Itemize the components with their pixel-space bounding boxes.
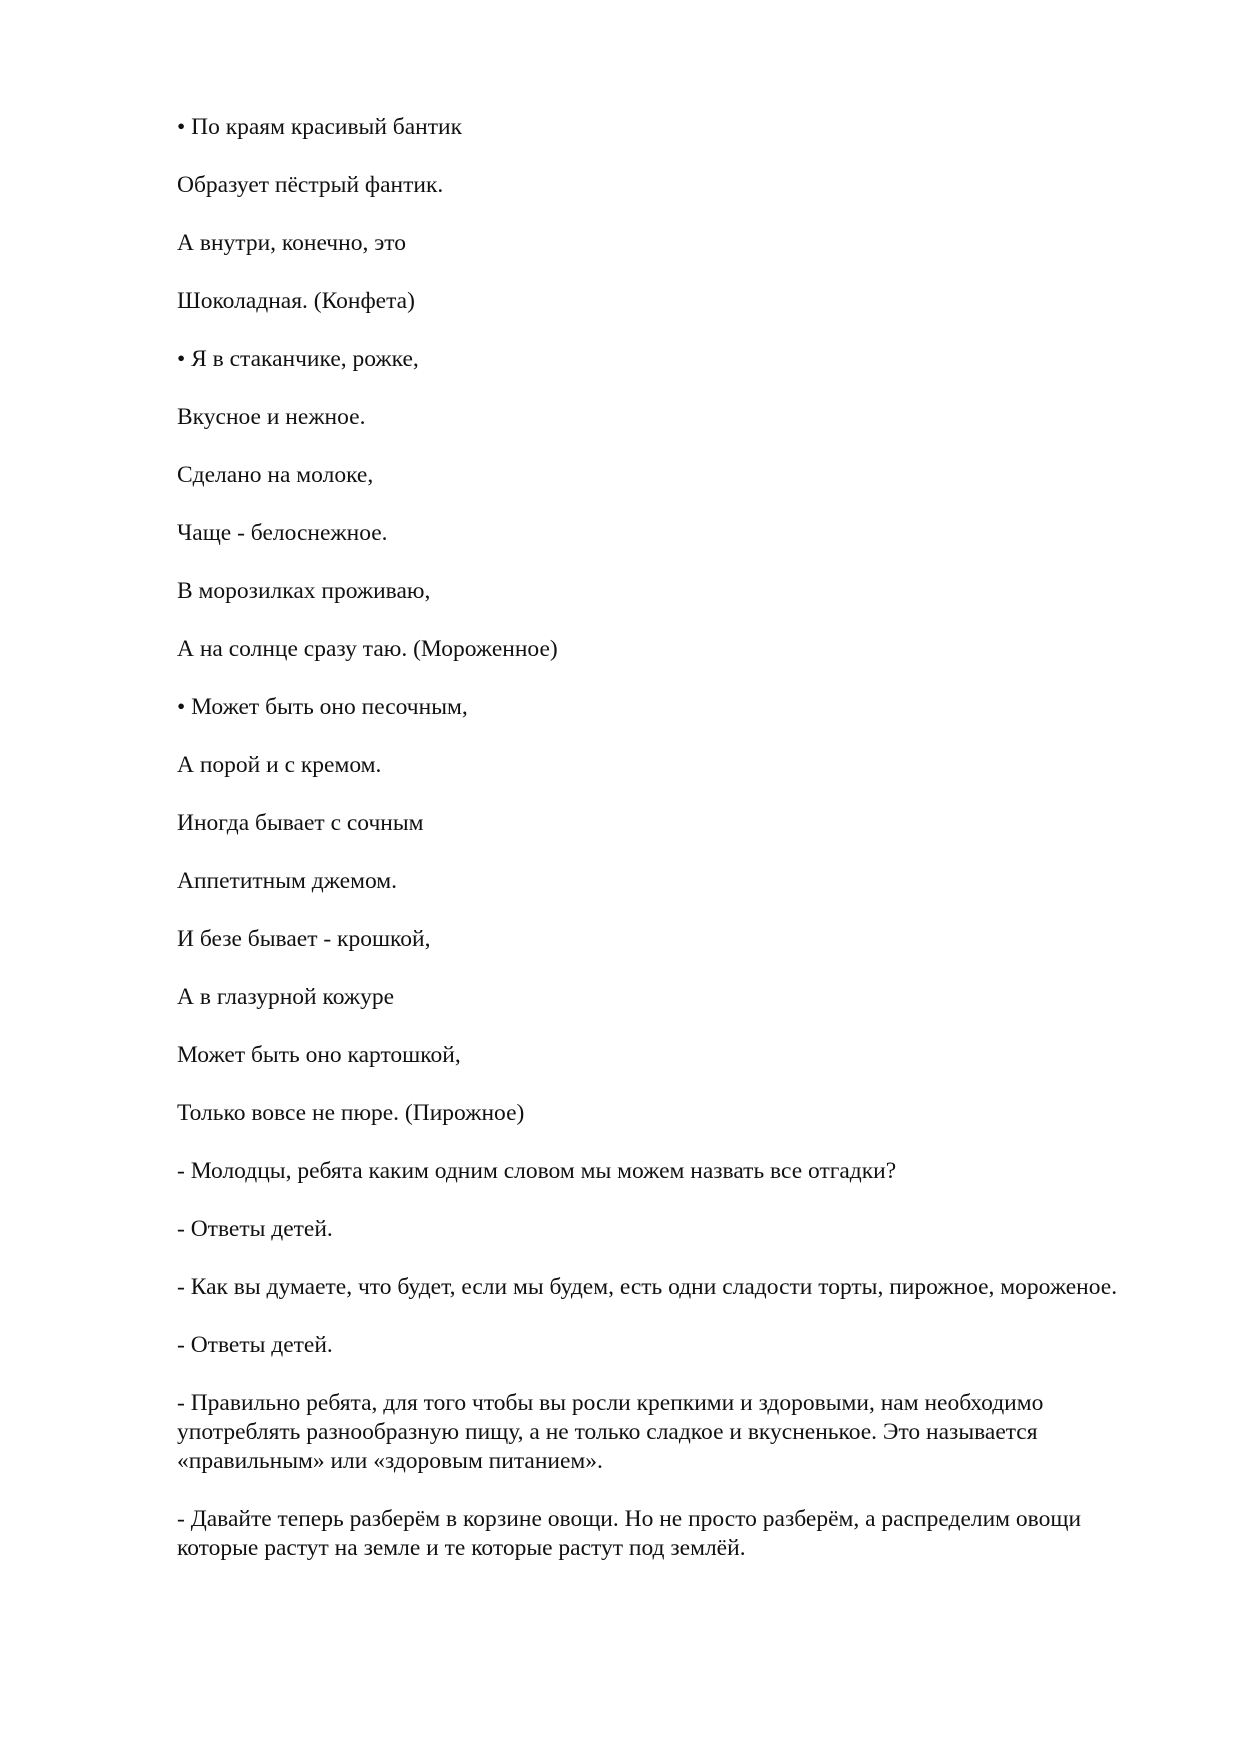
riddle-icecream-line-6: А на солнце сразу таю. (Мороженное) — [177, 636, 558, 662]
riddle-candy-line-2: Образует пёстрый фантик. — [177, 172, 444, 198]
riddle-cake-line-1: • Может быть оно песочным, — [177, 694, 468, 720]
riddle-icecream-line-3: Сделано на молоке, — [177, 462, 374, 488]
riddle-icecream-line-2: Вкусное и нежное. — [177, 404, 366, 430]
riddle-cake-line-8: Только вовсе не пюре. (Пирожное) — [177, 1100, 525, 1126]
dialogue-task: - Давайте теперь разберём в корзине овощи. Но не просто разберём, а распределим овощи которые растут на земле и те которые растут под землёй. — [177, 1506, 1082, 1561]
riddle-cake-line-4: Аппетитным джемом. — [177, 868, 398, 894]
riddle-cake-line-5: И безе бывает - крошкой, — [177, 926, 431, 952]
dialogue-explanation: - Правильно ребята, для того чтобы вы росли крепкими и здоровыми, нам необходимо употреблять разнообразную пищу, а не только сладкое и вкусненькое. Это называется «правильным» или «здоровым питанием». — [177, 1390, 1044, 1474]
document-body — [177, 113, 1162, 1592]
riddle-cake-line-2: А порой и с кремом. — [177, 752, 382, 778]
dialogue-question-1: - Молодцы, ребята каким одним словом мы можем назвать все отгадки? — [177, 1158, 897, 1184]
dialogue-answer-2: - Ответы детей. — [177, 1332, 333, 1358]
riddle-cake-line-3: Иногда бывает с сочным — [177, 810, 424, 836]
riddle-candy-line-4: Шоколадная. (Конфета) — [177, 288, 415, 314]
riddle-candy-line-3: А внутри, конечно, это — [177, 230, 406, 256]
riddle-icecream-line-5: В морозилках проживаю, — [177, 578, 431, 604]
dialogue-answer-1: - Ответы детей. — [177, 1216, 333, 1242]
riddle-icecream-line-4: Чаще - белоснежное. — [177, 520, 388, 546]
riddle-icecream-line-1: • Я в стаканчике, рожке, — [177, 346, 419, 372]
riddle-cake-line-6: А в глазурной кожуре — [177, 984, 395, 1010]
dialogue-question-2: - Как вы думаете, что будет, если мы будем, есть одни сладости торты, пирожное, мороженое. — [177, 1274, 1118, 1300]
riddle-cake-line-7: Может быть оно картошкой, — [177, 1042, 461, 1068]
riddle-candy-line-1: • По краям красивый бантик — [177, 114, 463, 140]
